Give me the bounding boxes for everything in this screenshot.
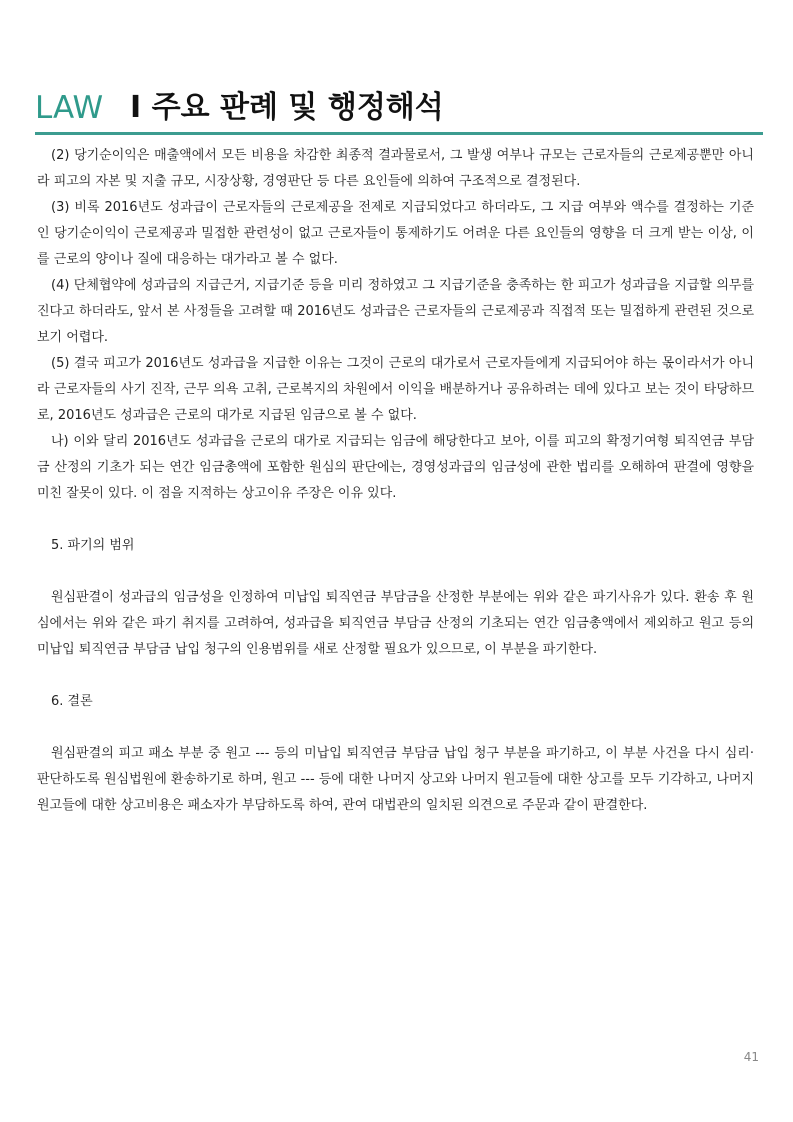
header-divider [35, 132, 763, 135]
page-header [35, 84, 763, 132]
header-law-label: LAW [35, 90, 104, 126]
paragraph-na: 나) 이와 달리 2016년도 성과급을 근로의 대가로 지급되는 임금에 해당한다고 보아, 이를 피고의 확정기여형 퇴직연금 부담금 산정의 기초가 되는 연간 임금총액에 포함한 원심의 판단에는, 경영성과급의 임금성에 관한 법리를 오해하여 판결에 영향을 미친 잘못이 있다. 이 점을 지적하는 상고이유 주장은 이유 있다. [37, 434, 754, 501]
header-title: I 주요 판례 및 행정해석 [130, 90, 444, 125]
section-heading-5: 5. 파기의 범위 [51, 538, 135, 553]
page-number: 41 [743, 1050, 759, 1064]
paragraph-5: (5) 결국 피고가 2016년도 성과급을 지급한 이유는 그것이 근로의 대가로서 근로자들에게 지급되어야 하는 몫이라서가 아니라 근로자들의 사기 진작, 근무 의욕 고취, 근로복지의 차원에서 이익을 배분하거나 공유하려는 데에 있다고 보는 것이 타당하므로, 2016년도 성과급은 근로의 대가로 지급된 임금으로 볼 수 없다. [37, 356, 754, 423]
paragraph-4: (4) 단체협약에 성과급의 지급근거, 지급기준 등을 미리 정하였고 그 지급기준을 충족하는 한 피고가 성과급을 지급할 의무를 진다고 하더라도, 앞서 본 사정들을 고려할 때 2016년도 성과급은 근로자들의 근로제공과 직접적 또는 밀접하게 관련된 것으로 보기 어렵다. [37, 278, 754, 345]
document-body [37, 143, 754, 819]
paragraph-2: (2) 당기순이익은 매출액에서 모든 비용을 차감한 최종적 결과물로서, 그 발생 여부나 규모는 근로자들의 근로제공뿐만 아니라 피고의 자본 및 지출 규모, 시장상황, 경영판단 등 다른 요인들에 의하여 구조적으로 결정된다. [37, 148, 754, 189]
paragraph-scope: 원심판결이 성과급의 임금성을 인정하여 미납입 퇴직연금 부담금을 산정한 부분에는 위와 같은 파기사유가 있다. 환송 후 원심에서는 위와 같은 파기 취지를 고려하여, 성과급을 퇴직연금 부담금 산정의 기초되는 연간 임금총액에서 제외하고 원고 등의 미납입 퇴직연금 부담금 납입 청구의 인용범위를 새로 산정할 필요가 있으므로, 이 부분을 파기한다. [37, 590, 754, 657]
section-heading-6: 6. 결론 [51, 694, 93, 709]
paragraph-3: (3) 비록 2016년도 성과급이 근로자들의 근로제공을 전제로 지급되었다고 하더라도, 그 지급 여부와 액수를 결정하는 기준인 당기순이익이 근로제공과 밀접한 관련성이 없고 근로자들이 통제하기도 어려운 다른 요인들의 영향을 더 크게 받는 이상, 이를 근로의 양이나 질에 대응하는 대가라고 볼 수 없다. [37, 200, 754, 267]
paragraph-conclusion: 원심판결의 피고 패소 부분 중 원고 --- 등의 미납입 퇴직연금 부담금 납입 청구 부분을 파기하고, 이 부분 사건을 다시 심리·판단하도록 원심법원에 환송하기로 하며, 원고 --- 등에 대한 나머지 상고와 나머지 원고들에 대한 상고를 모두 기각하고, 나머지 원고들에 대한 상고비용은 패소자가 부담하도록 하여, 관여 대법관의 일치된 의견으로 주문과 같이 판결한다. [37, 746, 754, 813]
